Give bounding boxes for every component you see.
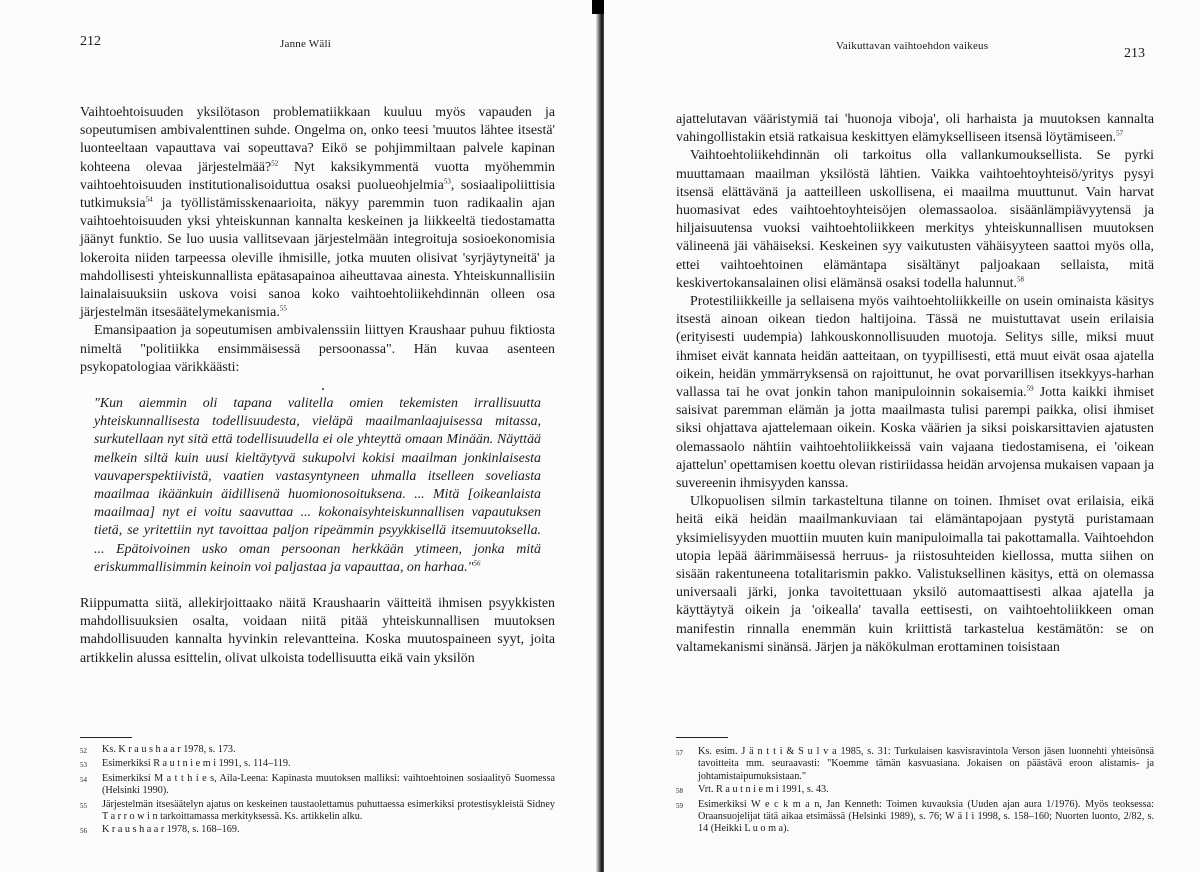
- paragraph: [676, 111, 1154, 147]
- footnote-ref: 58: [1017, 275, 1025, 284]
- right-body: [676, 111, 1154, 657]
- footnote-text: Esimerkiksi M a t t h i e s, Aila-Leena: Kapinasta muutoksen malliksi: vaihtoehtoinen sosiaalityö Suomessa (Helsinki 1990).: [102, 772, 555, 797]
- footnote-mark: 57: [676, 749, 683, 757]
- footnote-text: Ks. K r a u s h a a r 1978, s. 173.: [102, 744, 236, 755]
- speck-mark: [322, 388, 324, 390]
- footnote-mark: 58: [676, 787, 683, 796]
- footnote-ref: 54: [145, 195, 153, 204]
- paragraph-text: Vaihtoehtoisuuden yksilötason problematiikkaan kuuluu myös vapauden ja sopeutumisen ambivalenttinen suhde. Ongelma on, onko teesi 'muutos lähtee itsestä' luonteeltaan vapauttava vai sopeuttava? Eikö se pohjimmiltaan palvele kapinan kohteena olevaa järjestelmää?: [80, 105, 555, 175]
- page-number: 213: [1124, 46, 1145, 61]
- footnote: [676, 784, 1154, 797]
- footnote-ref: 56: [473, 559, 481, 568]
- footnote: [80, 773, 555, 798]
- right-footnotes: [676, 746, 1154, 837]
- footnote-text: Järjestelmän itsesäätelyn ajatus on keskeinen taustaolettamus puhuttaessa esimerkiksi protestisykleistä Sidney T a r r o w i n tarkoittamassa merkityksessä. Ks. artikkelin alku.: [102, 798, 555, 823]
- footnote-mark: 54: [80, 775, 87, 784]
- footnote-mark: 55: [80, 801, 87, 810]
- paragraph: Riippumatta siitä, allekirjoittaako näitä Kraushaarin väitteitä ihmisen psyykkisten mahdollisuuksien osalta, voidaan niitä pitää yhteiskunnallisen muutoksen mahdollisuuden kannalta hyvinkin relevantteina. Koska muutospaineen syyt, joita artikkelin alussa esittelin, olivat ulkoista todellisuutta eikä vain yksilön: [80, 596, 555, 666]
- paragraph-text: Jotta kaikki ihmiset saisivat paremman elämän ja jotta maailmasta tulisi parempi paikka, olisi ihmiset siksi ohjattava ajattelemaan oikein. Koska väärien ja siksi poiskarsittavien ajatusten olemassaolo nähtiin vaihtoehtoliikkeissä vain vajaana tiedostamisena, ei 'oikean ajattelun' opettamisen koettu olevan ristiriidassa heidän arvojensa mukaisen vapaan ja suvereenin ihmisyyden kanssa.: [676, 385, 1154, 492]
- footnote-ref: 52: [271, 158, 279, 167]
- page-number: 212: [80, 34, 101, 49]
- footnote-text: Esimerkiksi R a u t n i e m i 1991, s. 114–119.: [102, 758, 291, 770]
- paragraph-text: , sosiaalipoliittisia tutkimuksia: [80, 177, 556, 212]
- footnote-ref: 53: [443, 177, 451, 186]
- paragraph-text: ja työllistämisskenaarioita, näkyy paremmin tuon radikaalin ajan vaihtoehtoisuuden yksi yhteiskunnan kannalta keskeinen ja liikkeeltä tiedostamatta jäänyt funktio. Se luo uusia vallitsevaan järjestelmään integroituja sosioekonomisia lokeroita niiden tarpeessa oleville ihmisille, jotka muuten olisivat 'syrjäytyneitä' ja mahdollisesti yhteiskunnallista epätasapainoa aiheuttavaa ainesta. Yhteiskunnallisiin lainalaisuuksiin uskova voisi sanoa koko vaihtoehtoliikehdinnän olleen osa järjestelmän itsesäätelymekanismia.: [80, 196, 555, 321]
- left-footnotes: [80, 744, 555, 839]
- footnote: [676, 799, 1154, 836]
- footnote-rule: [80, 737, 132, 738]
- footnote-ref: 57: [1116, 129, 1124, 138]
- paragraph: Emansipaation ja sopeutumisen ambivalenssiin liittyen Kraushaar puhuu fiktiosta nimeltä "politiikka ensimmäisessä persoonassa". Hän kuvaa asenteen psykopatologiaa värikkäästi:: [80, 323, 555, 375]
- footnote-mark: 52: [80, 747, 87, 755]
- paragraph: [676, 147, 1154, 293]
- paragraph-text: ajattelutavan vääristymiä tai 'huonoja viboja', oli harhaista ja muutoksen kannalta vahingollistakin etsiä ratkaisua keskittyen elämykselliseen itsensä löytämiseen.: [676, 112, 1154, 146]
- footnote-mark: 56: [80, 827, 87, 836]
- paragraph-text: Vaihtoehtoliikehdinnän oli tarkoitus olla vallankumouksellista. Se pyrki muuttamaan maailman yksilöstä lähtien. Vaikka vaihtoehtoyhteisö/yritys pysyi itsensä elättävänä ja aatteilleen uskollisena, ei maailma muuttunut. Vain harvat huomasivat edes vaihtoehtoyhteisöjen olemassaoloa. sisäänlämpiävyytensä ja hiljaisuutensa vuoksi vaihtoehtoliikkeen merkitys yhteiskunnallisen muutoksen välineenä jäi vähäiseksi. Keskeinen syy vaikutusten vähäisyyteen saattoi myös olla, ettei vaihtoehtoinen elämäntapa sisältänyt paljoakaan sellaista, mitä keskivertokansalainen olisi elämänsä osaksi todella halunnut.: [676, 148, 1154, 291]
- paragraph-text: Protestiliikkeille ja sellaisena myös vaihtoehtoliikkeille on usein ominaista käsitys itsestä ainoan oikean tiedon haltijoina. Tässä ne muistuttavat usein erilaisia (erityisesti uudempia) lahkouskonnollisuuden muotoja. Selitys sille, miksi muut ihmiset eivät kannata heidän aatteitaan, on tyypillisesti, että muut eivät osaa ajatella oikein, heidän ymmärryksensä on rajoittunut, he ovat porvarillisen itsekkyys-harhan vallassa tai he ovat jonkin tahon manipuloinnin sokaisemia.: [676, 294, 1154, 401]
- quote-text: "Kun aiemmin oli tapana valitella omien tekemisten irrallisuutta yhteiskunnallisesta todellisuudesta, vieläpä maailmanlaajuisessa mitassa, surkutellaan nyt sitä että todellisuudella ei ole yhteyttä omaan Minään. Näyttää melkein siltä kuin uusi kieltäytyvä sukupolvi kokisi maailman jonkinlaisesta vauvaperspektiivistä, vaatien vastasyntyneen uhmalla itselleen soveliasta maailmaa ikäänkuin äidillisenä huomionosoituksena. ... Mitä [oikeanlaista maailmaa] nyt ei voitu saavuttaa ... kokonaisyhteiskunnallisen vapautuksen tietä, se yritettiin nyt tavoittaa paljon ripeämmin psyykkisellä itsemuutoksella. ... Epätoivoinen usko oman persoonan herkkään ytimeen, jonka mitä eriskummallisimmin keinoin voi paljastaa ja vapauttaa, on harhaa.": [94, 396, 541, 575]
- footnote: [80, 744, 555, 757]
- footnote-text: Vrt. R a u t n i e m i 1991, s. 43.: [698, 784, 829, 796]
- paragraph: [676, 293, 1154, 493]
- footnote: [80, 758, 555, 771]
- footnote: [676, 746, 1154, 783]
- right-page: [604, 0, 1200, 872]
- paragraph: [80, 104, 555, 322]
- footnote-mark: 53: [80, 761, 87, 770]
- footnote-text: K r a u s h a a r 1978, s. 168–169.: [102, 824, 240, 836]
- footnote-ref: 55: [279, 304, 287, 313]
- footnote-text: Esimerkiksi W e c k m a n, Jan Kenneth: Toimen kuvauksia (Uuden ajan aura 1/1976). Myös teoksessa: Oraansuojelijat tätä aikaa etsimässä (Helsinki 1989), s. 76; W ä l i 1998, s. 158–160; Nuorten luonto, 2/82, s. 14 (Heikki L u o m a).: [698, 798, 1154, 835]
- footnote-ref: 59: [1026, 384, 1034, 393]
- footnote: [80, 824, 555, 837]
- running-head: Janne Wäli: [280, 38, 331, 50]
- paragraph: Ulkopuolisen silmin tarkasteltuna tilanne on toinen. Ihmiset ovat erilaisia, eikä heitä eikä heidän maailmankuviaan tai elämäntapojaan pystytä puristamaan yksimielisyyden muottiin muuten kuin manipuloimalla tai pakottamalla. Vaihtoehdon utopia lepää äärimmäisessä herruus- ja riistosuhteiden kiellossa, mutta siihen on sisään rakentuneena totalitarismin pakko. Valistuksellinen käsitys, että on olemassa universaali järki, jonka tavoitettuaan yksilö automaattisesti alkaa ajatella ja käyttäytyä oikein ja 'oikealla' tavalla eettisesti, on vaihtoehtoliikkeen oman manifestin rinnalla enemmän kuin kriittistä tarkastelua kestämätön: se on valtamekanismi sinänsä. Järjen ja näkökulman erottaminen toisistaan: [676, 494, 1154, 655]
- block-quote: [94, 395, 541, 577]
- left-body: [80, 104, 555, 668]
- footnote-text: Ks. esim. J ä n t t i & S u l v a 1985, s. 31: Turkulaisen kasvisravintola Verson jäsen luonnehti yhteisönsä tavoitteita mm. seuraavasti: "Koemme tämän kasvuasiana. Jokaisen on päästävä eroon alistamis- ja johtamistaipumuksistaan.": [698, 746, 1154, 782]
- footnote: [80, 799, 555, 824]
- footnote-mark: 59: [676, 801, 683, 810]
- running-head: Vaikuttavan vaihtoehdon vaikeus: [836, 40, 989, 52]
- paragraph-text: Nyt kaksikymmentä vuotta myöhemmin vaihtoehtoisuuden institutionalisoiduttua osaksi puolueohjelmia: [80, 159, 555, 193]
- footnote-rule: [676, 737, 728, 738]
